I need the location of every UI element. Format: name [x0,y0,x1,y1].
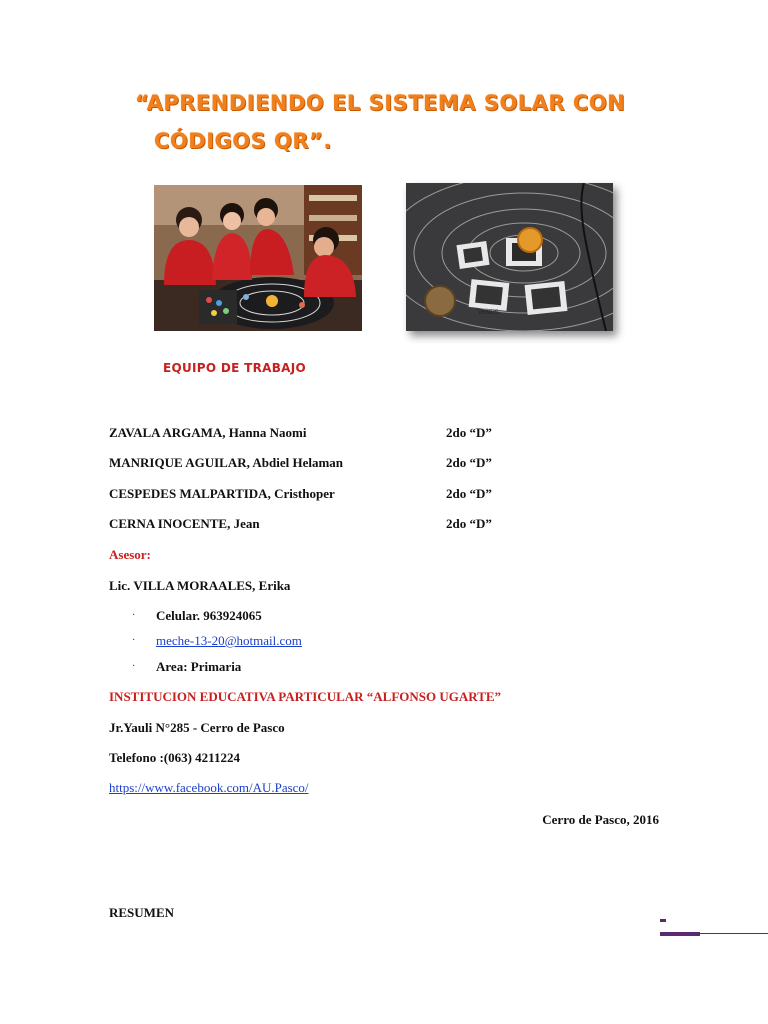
place-date: Cerro de Pasco, 2016 [542,812,659,827]
document-title-line-1: “APRENDIENDO EL SISTEMA SOLAR CON [135,91,626,115]
member-name: MANRIQUE AGUILAR, Abdiel Helaman [109,455,344,470]
students-photo [154,185,362,331]
member-grade: 2do “D” [446,425,492,440]
institution-facebook-link[interactable]: https://www.facebook.com/AU.Pasco/ [109,780,309,795]
section-heading-resumen: RESUMEN [109,905,175,920]
member-grade: 2do “D” [446,516,492,531]
member-name: CERNA INOCENTE, Jean [109,516,260,531]
advisor-area: Area: Primaria [156,659,242,674]
venus-marker-label: VENUS [478,309,499,316]
advisor-email-link[interactable]: meche-13-20@hotmail.com [156,633,302,648]
member-name: CESPEDES MALPARTIDA, Cristhoper [109,486,335,501]
solar-system-board-photo [406,183,613,331]
footer-mark [660,919,666,922]
advisor-name: Lic. VILLA MORAALES, Erika [109,578,291,593]
member-grade: 2do “D” [446,486,492,501]
advisor-phone: Celular. 963924065 [156,608,262,623]
advisor-label: Asesor: [109,547,151,562]
list-bullet: · [132,661,136,672]
team-heading: EQUIPO DE TRABAJO [163,361,307,375]
footer-rule-accent [660,932,700,936]
list-bullet: · [132,610,136,621]
member-grade: 2do “D” [446,455,492,470]
institution-phone: Telefono :(063) 4211224 [109,750,240,765]
document-title-line-2: CÓDIGOS QR”. [154,129,332,153]
member-name: ZAVALA ARGAMA, Hanna Naomi [109,425,307,440]
list-bullet: · [132,635,136,646]
institution-name: INSTITUCION EDUCATIVA PARTICULAR “ALFONSO UGARTE” [109,689,502,704]
institution-address: Jr.Yauli N°285 - Cerro de Pasco [109,720,285,735]
